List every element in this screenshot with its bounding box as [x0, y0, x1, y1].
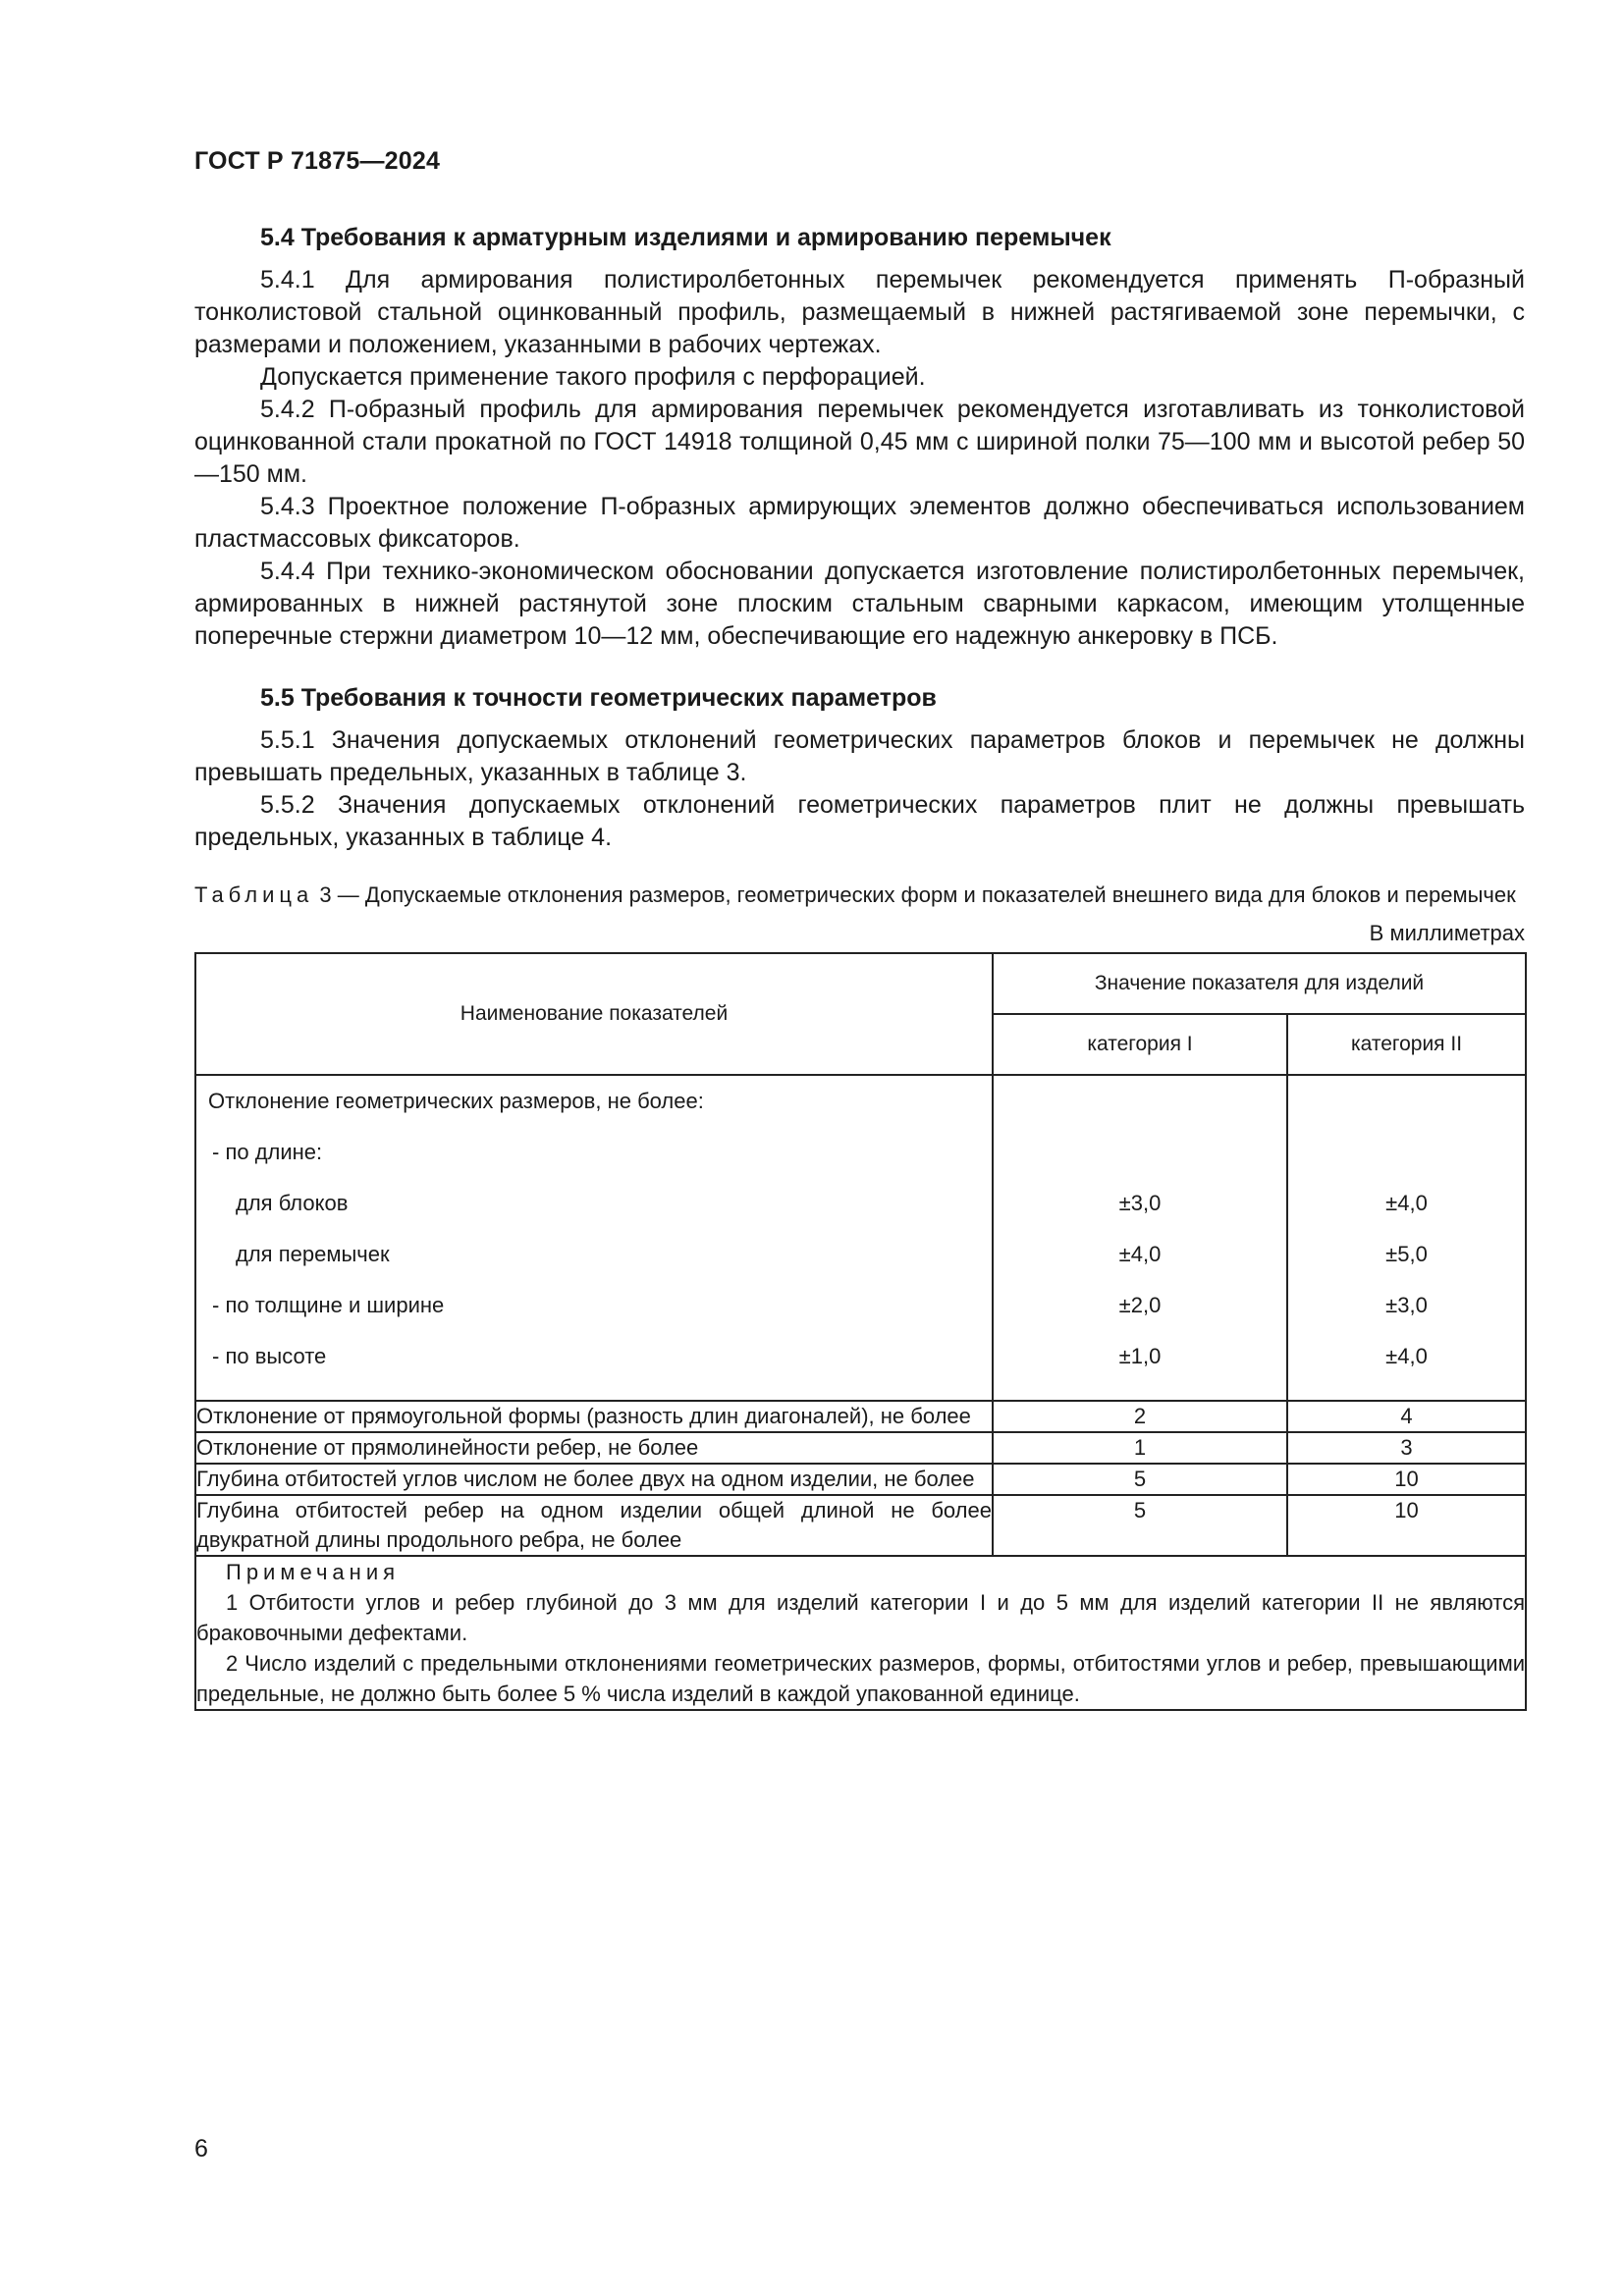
- row-cat1-value: 5: [993, 1495, 1287, 1556]
- page-content: [194, 224, 1525, 1711]
- table-notes-row: [195, 1556, 1526, 1710]
- cat1-value: [994, 1137, 1286, 1188]
- table-row: [195, 1401, 1526, 1432]
- paragraph-5-4-4: 5.4.4 При технико-экономическом обосновании допускается изготовление полистиролбетонных перемычек, армированных в нижней растянутой зоне плоским стальным сварными каркасом, имеющим утолщенные поперечные стержни диаметром 10—12 мм, обеспечивающие его надежную анкеровку в ПСБ.: [194, 558, 1525, 650]
- paragraph-5-5-1: 5.5.1 Значения допускаемых отклонений геометрических параметров блоков и перемычек не должны превышать предельных, указанных в таблице 3.: [194, 726, 1525, 786]
- row-label: Отклонение от прямоугольной формы (разность длин диагоналей), не более: [195, 1401, 993, 1432]
- row-cat1-value: 2: [993, 1401, 1287, 1432]
- header-category-1: категория I: [993, 1014, 1287, 1075]
- section-heading-5-4: 5.4 Требования к арматурным изделиями и армированию перемычек: [260, 224, 1111, 251]
- row-cat1-value: 5: [993, 1464, 1287, 1495]
- deviation-table: [194, 952, 1527, 1711]
- label-for-blocks: для блоков: [236, 1191, 349, 1215]
- cat2-value: [1288, 1137, 1525, 1188]
- grouped-labels-cell: [195, 1075, 993, 1401]
- cat2-value: ±4,0: [1385, 1191, 1428, 1215]
- table-row-geometric-dimensions: [195, 1075, 1526, 1401]
- cat1-value: ±4,0: [1118, 1242, 1162, 1266]
- row-label: Глубина отбитостей ребер на одном изделии общей длиной не более двукратной длины продольного ребра, не более: [195, 1495, 993, 1556]
- cat2-value: ±4,0: [1385, 1344, 1428, 1368]
- header-name: Наименование показателей: [195, 953, 993, 1075]
- paragraph-5-4-1-perforation: Допускается применение такого профиля с перфорацией.: [260, 363, 926, 391]
- page-number: 6: [194, 2135, 208, 2163]
- row-cat2-value: 4: [1287, 1401, 1526, 1432]
- cat1-value: ±2,0: [1118, 1293, 1162, 1317]
- header-category-2: категория II: [1287, 1014, 1526, 1075]
- grouped-cat1-cell: [993, 1075, 1287, 1401]
- table-caption-text: 3 — Допускаемые отклонения размеров, геометрических форм и показателей внешнего вида для блоков и перемычек: [319, 882, 1516, 907]
- note-2: 2 Число изделий с предельными отклонениями геометрических размеров, формы, отбитостями углов и ребер, превышающими предельные, не должно быть более 5 % числа изделий в каждой упакованной единице.: [196, 1651, 1525, 1706]
- label-by-thickness-width: - по толщине и ширине: [212, 1293, 445, 1317]
- paragraph-5-4-2: 5.4.2 П-образный профиль для армирования перемычек рекомендуется изготавливать из тонколистовой оцинкованной стали прокатной по ГОСТ 14918 толщиной 0,45 мм с шириной полки 75—100 мм и высотой ребер 50—150 мм.: [194, 396, 1525, 488]
- table-row: [195, 1495, 1526, 1556]
- cat1-value: ±3,0: [1118, 1191, 1162, 1215]
- notes-title: Примечания: [226, 1560, 401, 1584]
- table-notes: [195, 1556, 1526, 1710]
- row-label: Отклонение от прямолинейности ребер, не более: [195, 1432, 993, 1464]
- table-caption: [194, 881, 1525, 910]
- cat2-value: [1288, 1086, 1525, 1137]
- paragraph-5-4-1: 5.4.1 Для армирования полистиролбетонных перемычек рекомендуется применять П-образный тонколистовой стальной оцинкованный профиль, размещаемый в нижней растягиваемой зоне перемычки, с размерами и положением, указанными в рабочих чертежах.: [194, 266, 1525, 358]
- document-header: ГОСТ Р 71875—2024: [194, 147, 441, 175]
- paragraph-5-4-3: 5.4.3 Проектное положение П-образных армирующих элементов должно обеспечиваться использованием пластмассовых фиксаторов.: [194, 493, 1525, 553]
- row-cat2-value: 3: [1287, 1432, 1526, 1464]
- label-by-height: - по высоте: [212, 1344, 327, 1368]
- table-row: [195, 1432, 1526, 1464]
- cat1-value: [994, 1086, 1286, 1137]
- section-heading-5-5: 5.5 Требования к точности геометрических параметров: [260, 684, 937, 712]
- table-row: [195, 1464, 1526, 1495]
- cat1-value: ±1,0: [1118, 1344, 1162, 1368]
- cat2-value: ±3,0: [1385, 1293, 1428, 1317]
- row-cat2-value: 10: [1287, 1495, 1526, 1556]
- row-cat2-value: 10: [1287, 1464, 1526, 1495]
- header-value-group: Значение показателя для изделий: [993, 953, 1526, 1014]
- paragraph-5-5-2: 5.5.2 Значения допускаемых отклонений геометрических параметров плит не должны превышать предельных, указанных в таблице 4.: [194, 791, 1525, 851]
- grouped-cat2-cell: [1287, 1075, 1526, 1401]
- label-by-length: - по длине:: [212, 1140, 323, 1164]
- cat2-value: ±5,0: [1385, 1242, 1428, 1266]
- label-for-lintels: для перемычек: [236, 1242, 390, 1266]
- label-geometric-dimensions: Отклонение геометрических размеров, не более:: [208, 1089, 704, 1113]
- table-units: В миллиметрах: [1369, 921, 1525, 945]
- table-caption-label: Таблица: [194, 882, 314, 907]
- note-1: 1 Отбитости углов и ребер глубиной до 3 мм для изделий категории I и до 5 мм для изделий категории II не являются браковочными дефектами.: [196, 1590, 1525, 1645]
- row-label: Глубина отбитостей углов числом не более двух на одном изделии, не более: [195, 1464, 993, 1495]
- row-cat1-value: 1: [993, 1432, 1287, 1464]
